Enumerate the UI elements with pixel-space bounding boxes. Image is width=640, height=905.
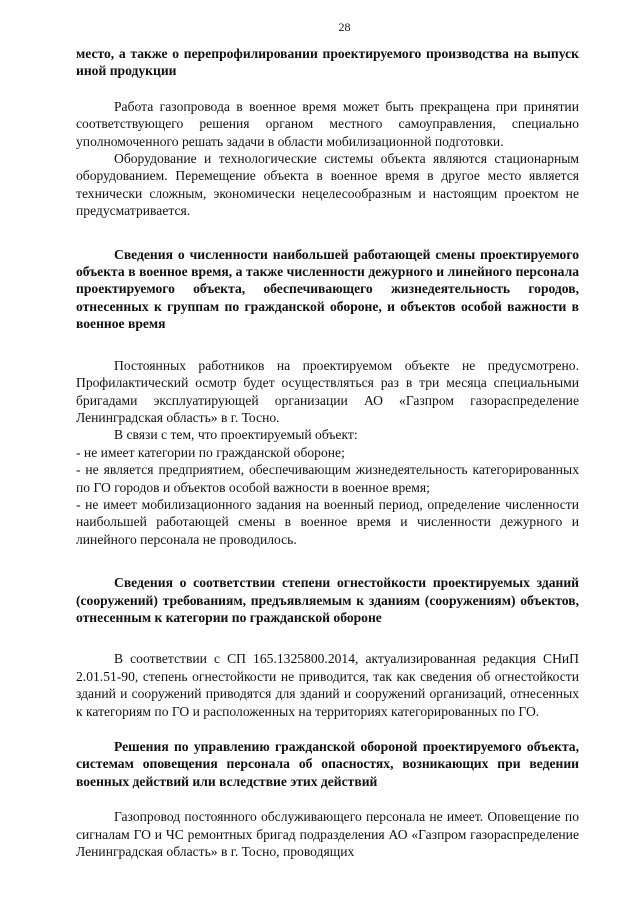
section-relocation: [76, 45, 579, 220]
section-fire-resistance: [76, 574, 579, 720]
page-number: 28: [338, 20, 351, 34]
paragraph: В соответствии с СП 165.1325800.2014, актуализированная редакция СНиП 2.01.51-90, степень огнестойкости не приводится, так как сведения об огнестойкости зданий и сооружений приводятся для зданий и сооружений организаций, отнесенных к категориям по ГО и расположенных на территориях категорированных по ГО.: [76, 651, 579, 719]
bullet-item: - не имеет категории по гражданской обороне;: [76, 444, 345, 460]
paragraph: Газопровод постоянного обслуживающего персонала не имеет. Оповещение по сигналам ГО и ЧС ремонтных бригад подразделения АО «Газпром газораспределение Ленинградская область» в г. Тосно, проводящих: [76, 809, 579, 860]
bullet-item: - не имеет мобилизационного задания на военный период, определение численности наибольшей работающей смены в военное время и численности дежурного и линейного персонала не проводилось.: [76, 496, 579, 547]
section-heading: место, а также о перепрофилировании проектируемого производства на выпуск иной продукции: [76, 46, 579, 79]
paragraph: Работа газопровода в военное время может быть прекращена при принятии соответствующего решения органом местного самоуправления, специально уполномоченного решать задачи в области мобилизационной подготовки.: [76, 98, 579, 149]
section-civil-defense-management: [76, 738, 579, 860]
paragraph: Оборудование и технологические системы объекта являются стационарным оборудованием. Перемещение объекта в военное время в другое место является технически сложным, экономически нецелесообразным и настоящим проектом не предусматривается.: [76, 151, 579, 219]
section-heading: Сведения о соответствии степени огнестойкости проектируемых зданий (сооружений) требованиям, предъявляемым к зданиям (сооружениям) объектов, отнесенным к категории по гражданской обороне: [76, 575, 579, 625]
document-page: [76, 20, 579, 860]
section-heading: Сведения о численности наибольшей работающей смены проектируемого объекта в военное время, а также численности дежурного и линейного персонала проектируемого объекта, обеспечивающего жизнедеятельность городов, отнесенных к группам по гражданской обороне, и объектов особой важности в военное время: [76, 246, 579, 332]
bullet-item: - не является предприятием, обеспечивающим жизнедеятельность категорированных по ГО городов и объектов особой важности в военное время;: [76, 462, 579, 495]
paragraph: В связи с тем, что проектируемый объект:: [114, 427, 358, 443]
section-staff-numbers: [76, 246, 579, 549]
paragraph: Постоянных работников на проектируемом объекте не предусмотрено. Профилактический осмотр будет осуществляться раз в три месяца специальными бригадами эксплуатирующей организации АО «Газпром газораспределение Ленинградская область» в г. Тосно.: [76, 357, 579, 425]
section-heading: Решения по управлению гражданской обороной проектируемого объекта, системам оповещения персонала об опасностях, возникающих при ведении военных действий или вследствие этих действий: [76, 739, 579, 789]
